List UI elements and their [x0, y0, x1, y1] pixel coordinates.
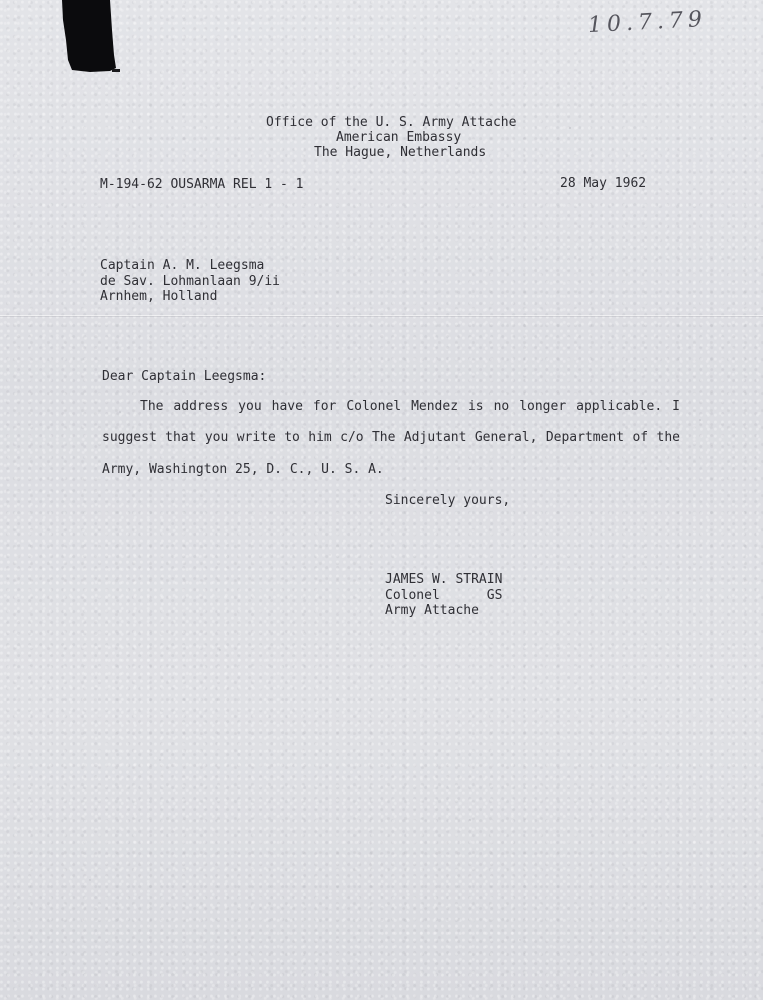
letterhead-embassy: American Embassy: [336, 130, 462, 145]
closing: Sincerely yours,: [385, 493, 511, 508]
signature-name: JAMES W. STRAIN: [385, 572, 503, 587]
letterhead-location: The Hague, Netherlands: [314, 145, 487, 160]
letter-date: 28 May 1962: [560, 176, 647, 191]
reference-number: M-194-62 OUSARMA REL 1 - 1: [100, 177, 304, 192]
redaction-mark: [60, 0, 122, 74]
letterhead-office: Office of the U. S. Army Attache: [266, 115, 517, 130]
recipient-name: Captain A. M. Leegsma: [100, 258, 265, 273]
signature-title: Army Attache: [385, 603, 479, 618]
salutation: Dear Captain Leegsma:: [102, 369, 267, 384]
signature-rank: Colonel GS: [385, 588, 503, 603]
body-line: suggest that you write to him c/o The Adjutant General, Department of the: [102, 430, 680, 445]
body-line: Army, Washington 25, D. C., U. S. A.: [102, 462, 384, 477]
recipient-street: de Sav. Lohmanlaan 9/ii: [100, 274, 281, 289]
body-line: The address you have for Colonel Mendez is no longer applicable. I: [140, 399, 680, 414]
handwritten-date-note: 10.7.79: [587, 6, 708, 39]
paper-fold: [0, 315, 763, 316]
recipient-city: Arnhem, Holland: [100, 289, 218, 304]
